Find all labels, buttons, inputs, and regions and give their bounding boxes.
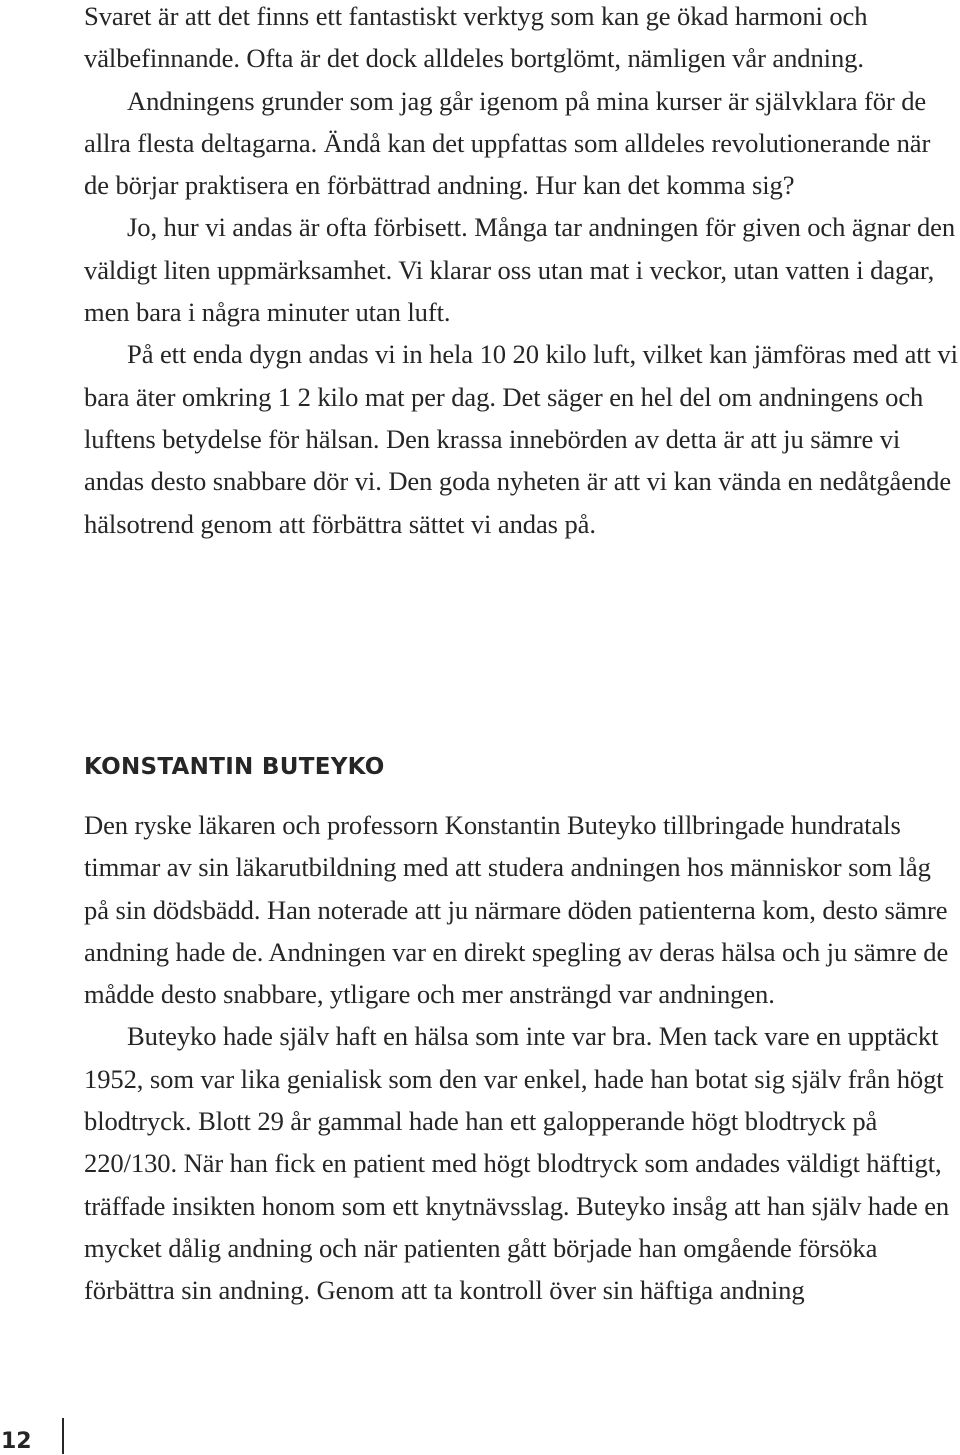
paragraph: På ett enda dygn andas vi in hela 10 20 kilo luft, vilket kan jämföras med att vi bara äter omkring 1 2 kilo mat per dag. Det säger en hel del om andningens och luftens betydelse för hälsan. Den krassa innebörden av detta är att ju sämre vi andas desto snabbare dör vi. Den goda nyheten är att vi kan vända en nedåtgående hälsotrend genom att förbättra sättet vi andas på. — [84, 339, 958, 539]
page-number: 12 — [1, 1429, 32, 1454]
paragraph: Jo, hur vi andas är ofta förbisett. Många tar andningen för given och ägnar den väldigt liten uppmärksamhet. Vi klarar oss utan mat i veckor, utan vatten i dagar, men bara i några minuter utan luft. — [84, 212, 956, 328]
paragraph: Svaret är att det finns ett fantastiskt verktyg som kan ge ökad harmoni och välbefinnande. Ofta är det dock alldeles bortglömt, nämligen vår andning. — [84, 1, 868, 74]
paragraph: Buteyko hade själv haft en hälsa som inte var bra. Men tack vare en upptäckt 1952, som var lika genialisk som den var enkel, hade han botat sig själv från högt blodtryck. Blott 29 år gammal hade han ett galopperande högt blodtryck på 220/130. När han fick en patient med högt blodtryck som andades väldigt häftigt, träffade insikten honom som ett knytnävsslag. Buteyko insåg att han själv hade en mycket dålig andning och när patienten gått började han omgående försöka förbättra sin andning. Genom att ta kontroll över sin häftiga andning — [84, 1021, 950, 1306]
paragraph: Andningens grunder som jag går igenom på mina kurser är självklara för de allra flesta deltagarna. Ändå kan det uppfattas som alldeles revolutionerande när de börjar praktisera en förbättrad andning. Hur kan det komma sig? — [84, 85, 931, 201]
paragraph: Den ryske läkaren och professorn Konstantin Buteyko tillbringade hundratals timmar av sin läkarutbildning med att studera andningen hos människor som låg på sin dödsbädd. Han noterade att ju närmare döden patienterna kom, desto sämre andning hade de. Andningen var en direkt spegling av deras hälsa och ju sämre de mådde desto snabbare, ytligare och mer ansträngd var andningen. — [84, 810, 949, 1010]
intro-text — [84, 0, 960, 545]
section-text — [84, 804, 960, 1312]
section-heading: KONSTANTIN BUTEYKO — [84, 754, 385, 780]
